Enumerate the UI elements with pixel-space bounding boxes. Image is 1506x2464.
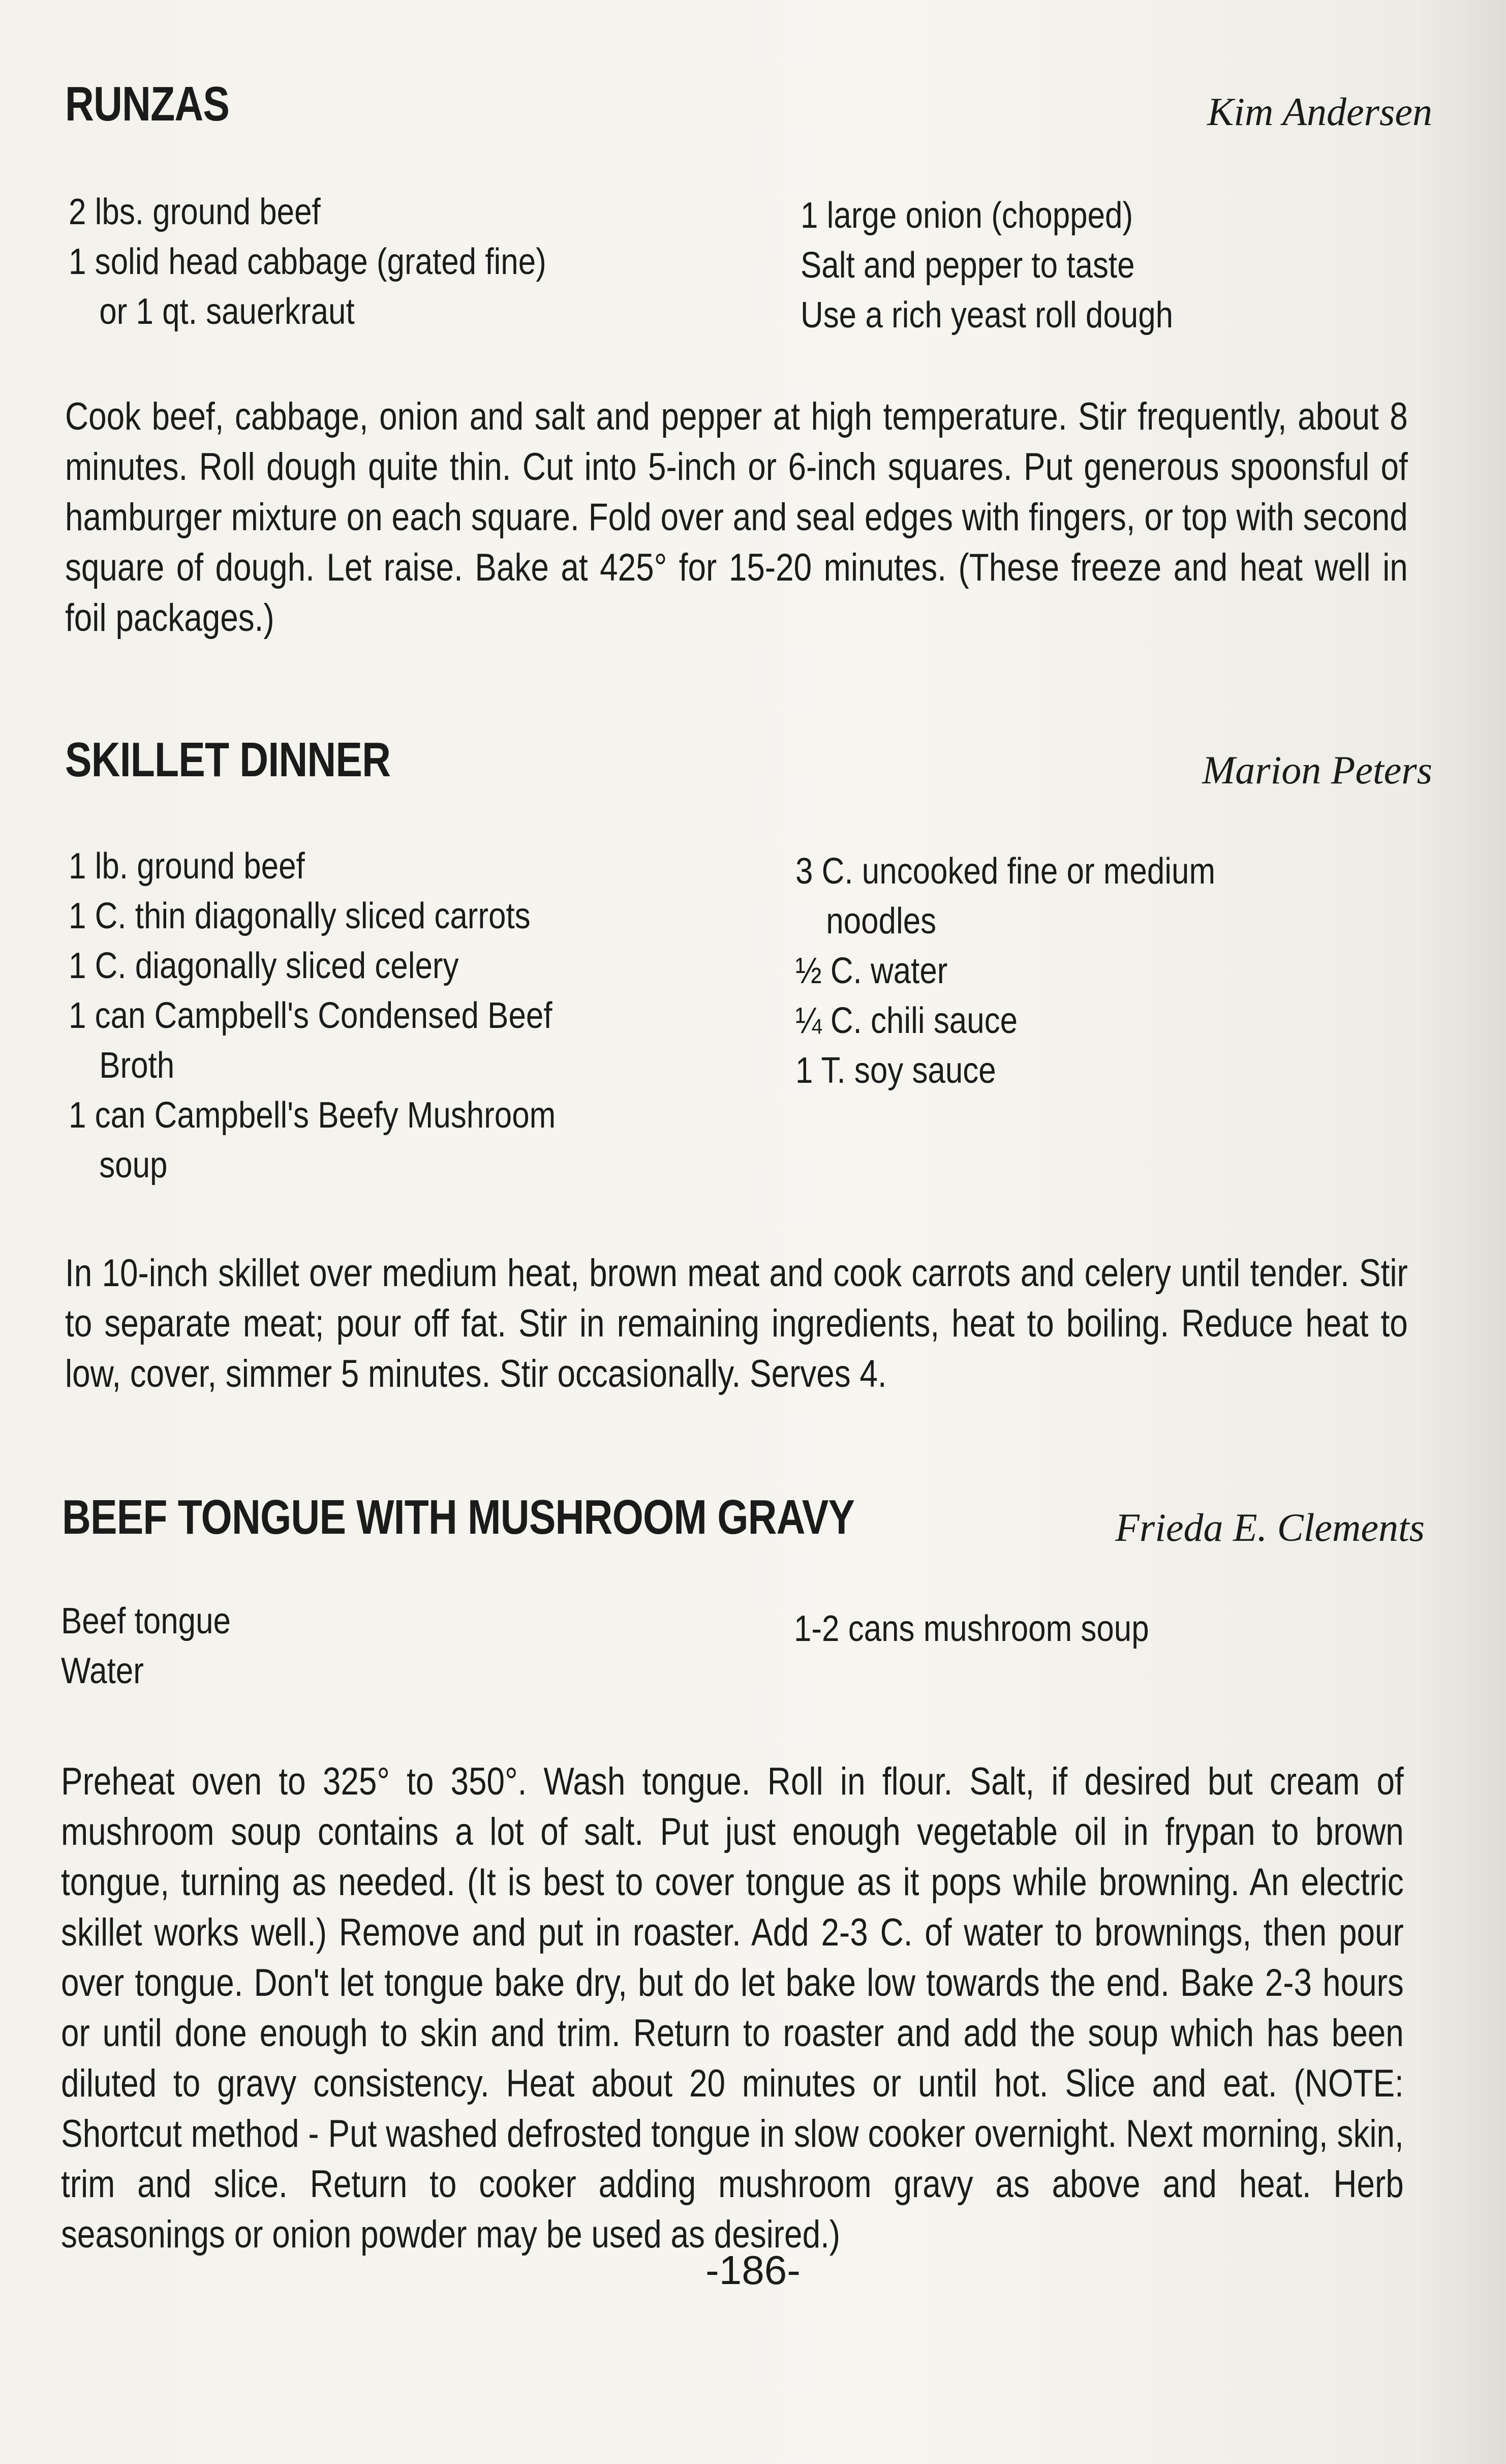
ingredient: noodles bbox=[826, 901, 937, 941]
ingredient: 2 lbs. ground beef bbox=[69, 192, 321, 232]
ingredient: 1 solid head cabbage (grated fine) bbox=[69, 241, 546, 282]
recipe-author-skillet-dinner: Marion Peters bbox=[1202, 748, 1432, 792]
ingredient: 1 C. diagonally sliced celery bbox=[69, 946, 459, 986]
ingredient: 1 T. soy sauce bbox=[795, 1050, 996, 1091]
ingredients-left-skillet-dinner bbox=[69, 841, 556, 1190]
directions-runzas: Cook beef, cabbage, onion and salt and pepper at high temperature. Stir frequently, about 8 minutes. Roll dough quite thin. Cut into 5-inch or 6-inch squares. Put generous spoonsful of hamburger mixture on each square. Fold over and seal edges with fingers, or top with second square of dough. Let raise. Bake at 425° for 15-20 minutes. (These freeze and heat well in foil packages.) bbox=[65, 395, 1408, 640]
ingredient: Salt and pepper to taste bbox=[801, 245, 1135, 286]
ingredient: Use a rich yeast roll dough bbox=[801, 295, 1174, 336]
ingredients-right-runzas bbox=[801, 191, 1173, 340]
ingredient: soup bbox=[99, 1145, 168, 1185]
ingredient: 1 lb. ground beef bbox=[69, 846, 305, 887]
ingredient: 1 C. thin diagonally sliced carrots bbox=[69, 896, 531, 936]
directions-skillet-dinner: In 10-inch skillet over medium heat, brown meat and cook carrots and celery until tender. Stir to separate meat; pour off fat. Stir in remaining ingredients, heat to boiling. Reduce heat to low, cover, simmer 5 minutes. Stir occasionally. Serves 4. bbox=[65, 1252, 1408, 1395]
ingredient: Broth bbox=[99, 1045, 175, 1086]
ingredient: ¼ C. chili sauce bbox=[795, 1000, 1018, 1041]
ingredients-left-runzas bbox=[69, 187, 546, 337]
ingredient: 1 can Campbell's Beefy Mushroom bbox=[69, 1095, 556, 1136]
ingredient: 3 C. uncooked fine or medium bbox=[795, 851, 1216, 892]
ingredients-left-beef-tongue bbox=[61, 1596, 231, 1696]
recipe-author-runzas: Kim Andersen bbox=[1207, 89, 1432, 134]
ingredients-right-skillet-dinner bbox=[795, 846, 1215, 1096]
recipe-title-runzas: RUNZAS bbox=[65, 77, 230, 131]
ingredient: Beef tongue bbox=[61, 1601, 231, 1641]
directions-beef-tongue: Preheat oven to 325° to 350°. Wash tongue. Roll in flour. Salt, if desired but cream of mushroom soup contains a lot of salt. Put just enough vegetable oil in frypan to brown tongue, turning as needed. (It is best to cover tongue as it pops while browning. An electric skillet works well.) Remove and put in roaster. Add 2-3 C. of water to brownings, then pour over tongue. Don't let tongue bake dry, but do let bake low towards the end. Bake 2-3 hours or until done enough to skin and trim. Return to roaster and add the soup which has been diluted to gravy consistency. Heat about 20 minutes or until hot. Slice and eat. (NOTE: Shortcut method - Put washed defrosted tongue in slow cooker overnight. Next morning, skin, trim and slice. Return to cooker adding mushroom gravy as above and heat. Herb seasonings or onion powder may be used as desired.) bbox=[61, 1760, 1404, 2256]
ingredient: or 1 qt. sauerkraut bbox=[99, 291, 355, 332]
ingredient: ½ C. water bbox=[795, 951, 948, 991]
recipe-author-beef-tongue: Frieda E. Clements bbox=[1115, 1505, 1425, 1549]
ingredient: 1 large onion (chopped) bbox=[801, 195, 1133, 236]
ingredient: Water bbox=[61, 1651, 144, 1691]
page-number: -186- bbox=[705, 2247, 801, 2293]
ingredient: 1-2 cans mushroom soup bbox=[794, 1608, 1149, 1649]
ingredients-right-beef-tongue bbox=[794, 1604, 1149, 1654]
recipe-title-beef-tongue: BEEF TONGUE WITH MUSHROOM GRAVY bbox=[62, 1490, 855, 1544]
recipe-title-skillet-dinner: SKILLET DINNER bbox=[65, 733, 391, 787]
ingredient: 1 can Campbell's Condensed Beef bbox=[69, 995, 552, 1036]
